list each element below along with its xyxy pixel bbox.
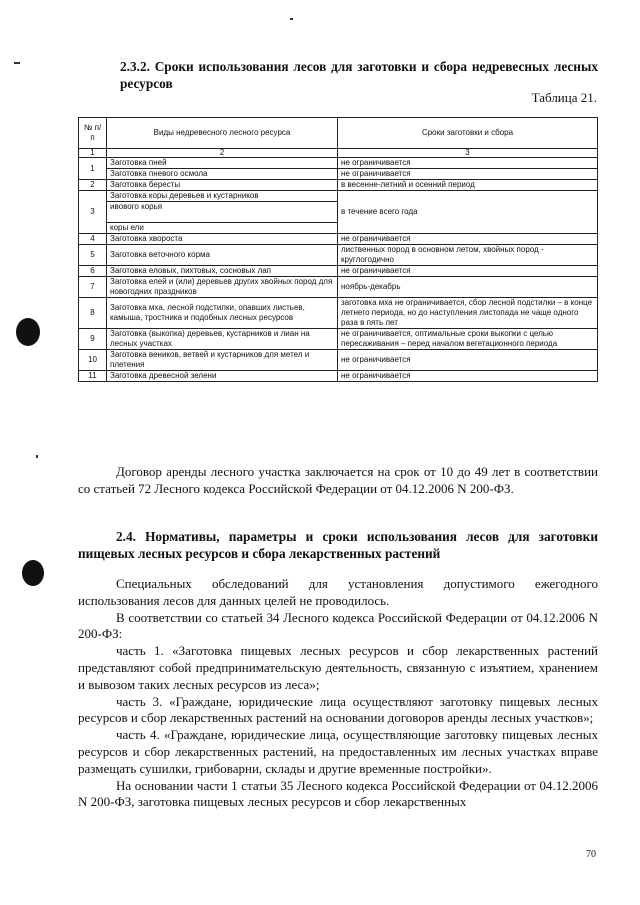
header-num: № п/п [79,118,107,149]
section-2-4-heading [78,528,598,562]
section-2-3-2-heading [120,58,598,92]
punch-hole-mark [16,318,40,346]
table-row: 7 Заготовка елей и (или) деревьев других хвойных пород для новогодних праздников ноябрь-декабрь [79,277,598,298]
scan-speck [290,18,293,20]
table-row: 8 Заготовка мха, лесной подстилки, опавших листьев, камыша, тростника и подобных лесных ресурсов заготовка мха не ограничивается, сбор лесной подстилки – в конце летнего периода, но до наступления листопада не чаще одного раза в пять лет [79,298,598,329]
section-2-3-2-title: 2.3.2. Сроки использования лесов для заготовки и сбора недревесных лесных ресурсов [120,59,598,91]
table-row: 4 Заготовка хвороста не ограничивается [79,234,598,245]
table-row: 1 Заготовка пней не ограничивается [79,158,598,169]
paragraph: Специальных обследований для установления допустимого ежегодного использования лесов для данных целей не проводилось. [78,576,598,608]
table-row: 2 Заготовка бересты в весенне-летний и осенний период [79,180,598,191]
table-row: Заготовка пневого осмола не ограничивается [79,169,598,180]
non-timber-resources-table [78,117,598,382]
table-row: 5 Заготовка веточного корма лиственных пород в основном летом, хвойных пород - круглогодично [79,245,598,266]
paragraph: На основании части 1 статьи 35 Лесного кодекса Российской Федерации от 04.12.2006 N 200-ФЗ, заготовка пищевых лесных ресурсов и сбор лекарственных [78,777,598,810]
table-row: 10 Заготовка веников, ветвей и кустарников для метел и плетения не ограничивается [79,350,598,371]
header-resource: Виды недревесного лесного ресурса [107,118,338,149]
body-text [78,576,598,811]
table-row: 6 Заготовка еловых, пихтовых, сосновых лап не ограничивается [79,266,598,277]
table-row: ивового корья [79,202,598,223]
table-row: 9 Заготовка (выкопка) деревьев, кустарников и лиан на лесных участках не ограничивается, оптимальные сроки выкопки с целью пересаживания – перед началом вегетационного периода [79,329,598,350]
table-row: 3 Заготовка коры деревьев и кустарников в течение всего года [79,191,598,202]
scan-speck [36,455,38,458]
table-caption: Таблица 21. [531,90,597,105]
table-row: коры ели [79,223,598,234]
header-terms: Сроки заготовки и сбора [338,118,598,149]
page-number: 70 [586,849,596,860]
scan-speck [14,62,20,64]
paragraph: часть 4. «Граждане, юридические лица, осуществляющие заготовку пищевых лесных ресурсов и сбор лекарственных растений, на предоставленных им лесных участках вправе размещать сушилки, грибоварни, склады и другие временные постройки». [78,727,598,776]
column-number-row: 1 2 3 [79,149,598,158]
paragraph: часть 1. «Заготовка пищевых лесных ресурсов и сбор лекарственных растений представляют собой предпринимательскую деятельность, связанную с изъятием, хранением и вывозом таких лесных ресурсов из леса»; [78,643,598,692]
punch-hole-mark [22,560,44,586]
lease-paragraph: Договор аренды лесного участка заключается на срок от 10 до 49 лет в соответствии со статьей 72 Лесного кодекса Российской Федерации от 04.12.2006 N 200-ФЗ. [78,464,598,496]
paragraph: часть 3. «Граждане, юридические лица осуществляют заготовку пищевых лесных ресурсов и сбор лекарственных растений на основании договоров аренды лесных участков»; [78,693,598,726]
table-row: 11 Заготовка древесной зелени не ограничивается [79,371,598,382]
table-header-row [79,118,598,149]
paragraph: В соответствии со статьей 34 Лесного кодекса Российской Федерации от 04.12.2006 N 200-ФЗ: [78,609,598,642]
section-2-4-title: 2.4. Нормативы, параметры и сроки использования лесов для заготовки пищевых лесных ресурсов и сбора лекарственных растений [78,529,598,561]
